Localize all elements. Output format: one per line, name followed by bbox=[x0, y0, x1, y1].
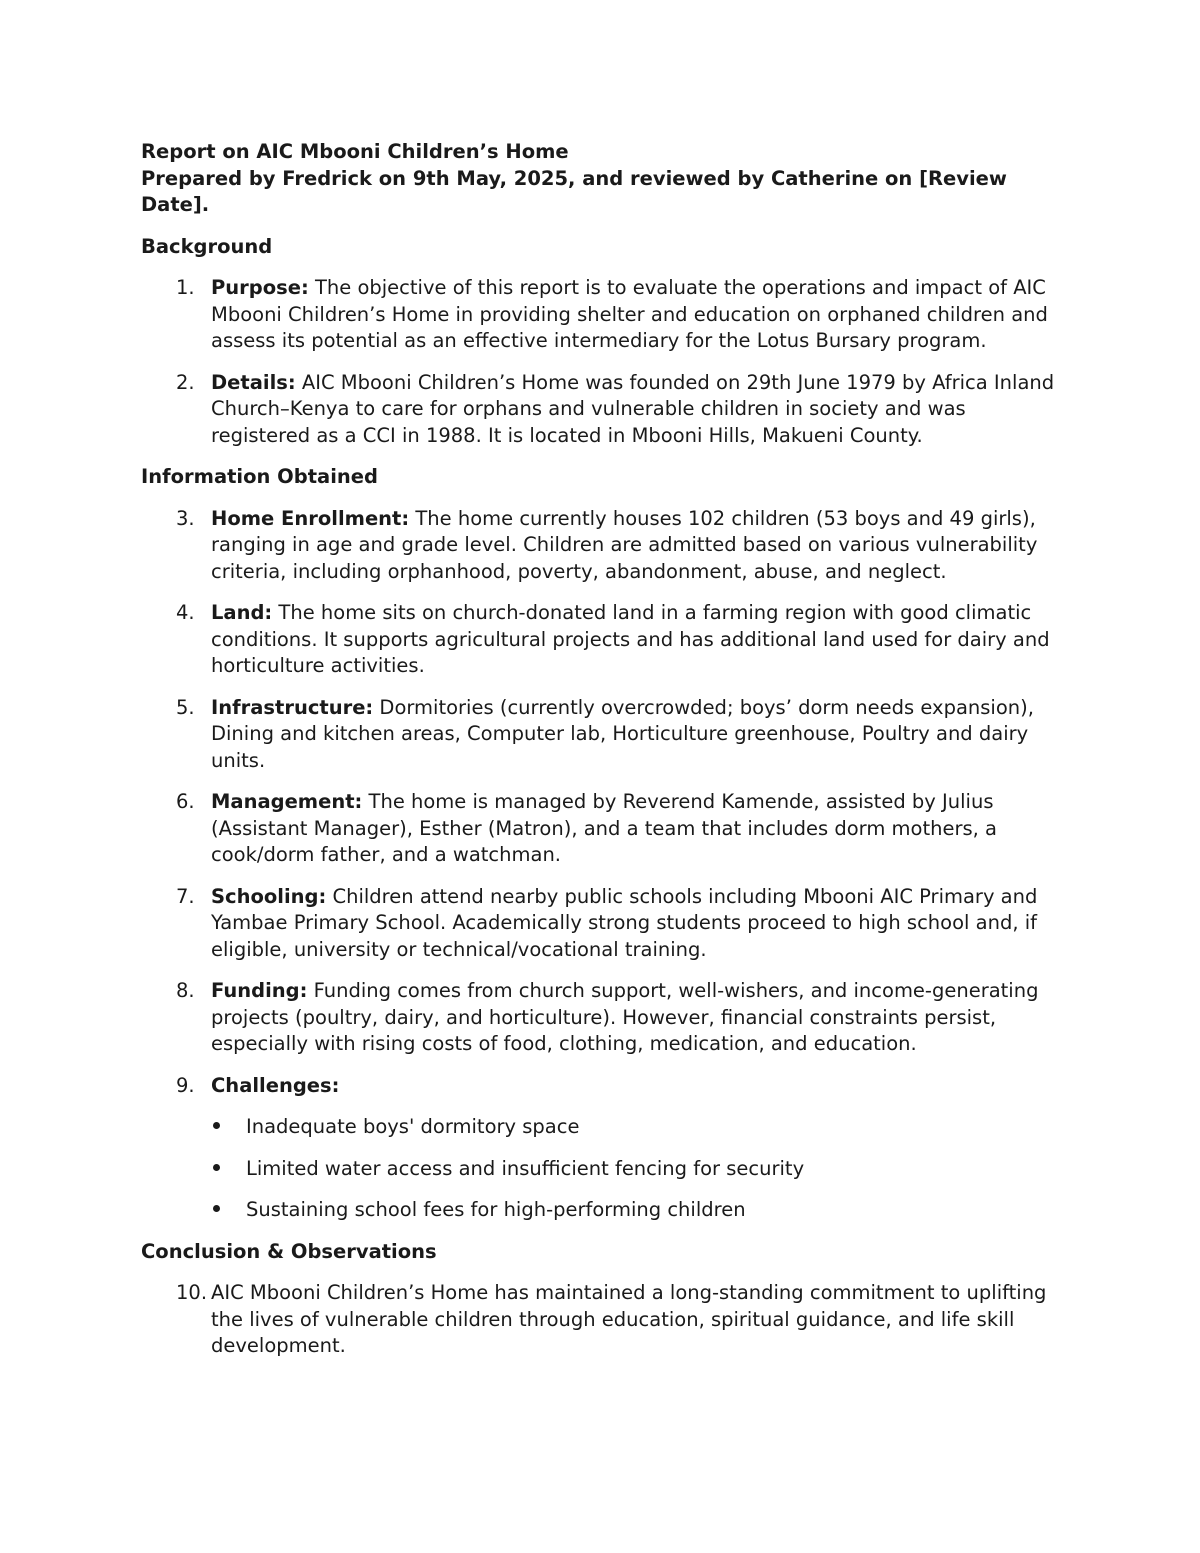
bullet-item bbox=[141, 1156, 1066, 1183]
bullet-icon bbox=[141, 1197, 246, 1224]
list-item bbox=[141, 695, 1066, 775]
item-label: Home Enrollment: bbox=[211, 506, 410, 530]
item-text: Funding comes from church support, well-wishers, and income-generating projects (poultry, dairy, and horticulture). However, financial constraints persist, especially with rising costs of food, clothing, medication, and education. bbox=[211, 979, 1039, 1055]
list-item-body bbox=[211, 600, 1066, 680]
item-text: The objective of this report is to evaluate the operations and impact of AIC Mbooni Children’s Home in providing shelter and education on orphaned children and assess its potential as an effective intermediary for the Lotus Bursary program. bbox=[211, 276, 1048, 352]
item-text: Dormitories (currently overcrowded; boys’ dorm needs expansion), Dining and kitchen areas, Computer lab, Horticulture greenhouse, Poultry and dairy units. bbox=[211, 695, 1034, 772]
section-heading-information: Information Obtained bbox=[141, 465, 378, 488]
item-label: Details: bbox=[211, 370, 296, 394]
bullet-text: Inadequate boys' dormitory space bbox=[246, 1115, 580, 1138]
bullet-icon bbox=[141, 1156, 246, 1183]
list-number: 6. bbox=[176, 790, 195, 813]
list-number: 5. bbox=[176, 695, 195, 719]
item-label: Challenges: bbox=[211, 1073, 340, 1097]
list-number: 10. bbox=[176, 1281, 208, 1304]
challenges-list bbox=[141, 1114, 1066, 1224]
item-label: Funding: bbox=[211, 979, 308, 1002]
list-number: 3. bbox=[176, 506, 195, 530]
list-item-body bbox=[211, 1073, 1066, 1100]
item-text: AIC Mbooni Children’s Home has maintained a long-standing commitment to uplifting the lives of vulnerable children through education, spiritual guidance, and life skill development. bbox=[211, 1281, 1047, 1357]
list-number: 8. bbox=[176, 979, 195, 1002]
list-item-body bbox=[211, 884, 1066, 964]
list-item-body bbox=[211, 370, 1066, 450]
bullet-item bbox=[141, 1197, 1066, 1224]
list-item bbox=[141, 1073, 1066, 1100]
list-number: 4. bbox=[176, 601, 195, 624]
list-number: 7. bbox=[176, 884, 195, 908]
list-item-body bbox=[211, 275, 1066, 355]
list-number: 2. bbox=[176, 370, 195, 394]
document-body bbox=[141, 139, 1066, 1375]
bullet-text: Sustaining school fees for high-performing children bbox=[246, 1198, 746, 1221]
item-label: Purpose: bbox=[211, 276, 309, 299]
list-item bbox=[141, 506, 1066, 586]
item-label: Schooling: bbox=[211, 884, 327, 908]
bullet-text: Limited water access and insufficient fencing for security bbox=[246, 1156, 805, 1180]
list-item bbox=[141, 275, 1066, 355]
list-item bbox=[141, 884, 1066, 964]
list-item bbox=[141, 978, 1066, 1058]
item-text: AIC Mbooni Children’s Home was founded on 29th June 1979 by Africa Inland Church–Kenya to care for orphans and vulnerable children in society and was registered as a CCI in 1988. It is located in Mbooni Hills, Makueni County. bbox=[211, 370, 1055, 447]
list-item-body bbox=[211, 1280, 1066, 1360]
item-text: The home sits on church-donated land in a farming region with good climatic conditions. It supports agricultural projects and has additional land used for dairy and horticulture activities. bbox=[211, 601, 1050, 677]
item-label: Land: bbox=[211, 601, 273, 624]
item-text: Children attend nearby public schools including Mbooni AIC Primary and Yambae Primary School. Academically strong students proceed to high school and, if eligible, university or technical/vocational training. bbox=[211, 884, 1038, 961]
list-item-body bbox=[211, 506, 1066, 586]
bullet-icon bbox=[141, 1114, 246, 1141]
section-heading-background: Background bbox=[141, 234, 273, 258]
list-item-body bbox=[211, 789, 1066, 869]
list-item bbox=[141, 1280, 1066, 1360]
item-text: The home currently houses 102 children (53 boys and 49 girls), ranging in age and grade level. Children are admitted based on various vulnerability criteria, including orphanhood, poverty, abandonment, abuse, and neglect. bbox=[211, 506, 1038, 583]
list-number: 9. bbox=[176, 1073, 195, 1097]
list-number: 1. bbox=[176, 276, 195, 299]
report-title: Report on AIC Mbooni Children’s Home bbox=[141, 140, 569, 163]
bullet-item bbox=[141, 1114, 1066, 1141]
list-item-body bbox=[211, 695, 1066, 775]
list-item bbox=[141, 600, 1066, 680]
section-heading-conclusion: Conclusion & Observations bbox=[141, 1239, 437, 1263]
item-label: Infrastructure: bbox=[211, 695, 374, 719]
item-text: The home is managed by Reverend Kamende, assisted by Julius (Assistant Manager), Esther (Matron), and a team that includes dorm mothers, a cook/dorm father, and a watchman. bbox=[211, 790, 997, 866]
list-item bbox=[141, 370, 1066, 450]
report-subtitle: Prepared by Fredrick on 9th May, 2025, and reviewed by Catherine on [Review Date]. bbox=[141, 166, 1007, 216]
list-item bbox=[141, 789, 1066, 869]
item-label: Management: bbox=[211, 790, 363, 813]
list-item-body bbox=[211, 978, 1066, 1058]
